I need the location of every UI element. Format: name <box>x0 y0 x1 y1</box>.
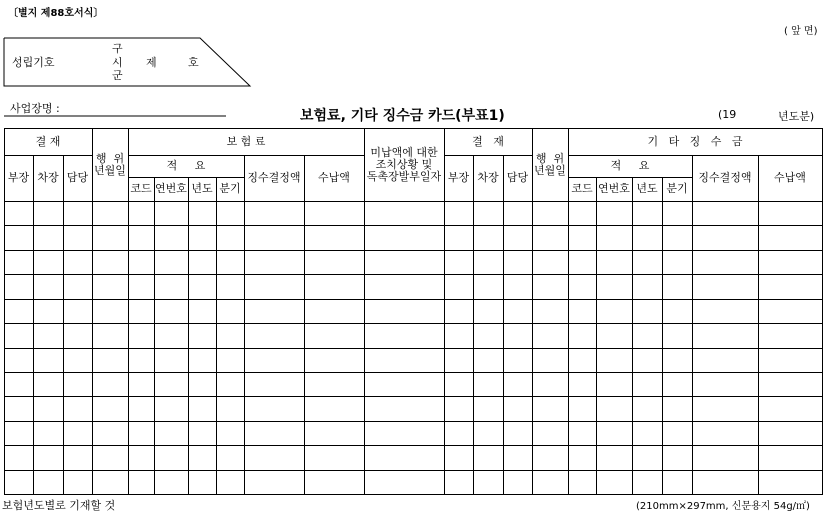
grid-hline <box>4 201 823 202</box>
grid-vline <box>822 128 823 495</box>
right-action-date: 행 위 년월일 <box>534 151 566 177</box>
grid-hline <box>4 494 823 495</box>
year-suffix: 년도분) <box>778 110 815 123</box>
grid-hline <box>4 396 823 397</box>
establishment-label: 성립기호 <box>12 56 55 69</box>
grid-vline <box>188 177 189 495</box>
right-approval-header: 결 재 <box>472 134 504 148</box>
grid-vline <box>503 155 504 495</box>
unpaid-measures-header: 미납액에 대한 조치상황 및 독촉장발부일자 <box>366 145 442 183</box>
grid-hline <box>4 372 823 373</box>
paper-spec: (210mm×297mm, 신문용지 54g/㎡) <box>636 501 810 512</box>
grid-vline <box>473 155 474 495</box>
footer-note: 보험년도별로 기재할 것 <box>2 499 116 512</box>
right-in-charge: 담당 <box>506 171 529 184</box>
right-deputy-head: 차장 <box>477 171 499 184</box>
grid-vline <box>33 155 34 495</box>
right-quarter: 분기 <box>666 182 688 195</box>
left-dept-head: 부장 <box>7 171 30 184</box>
left-summary-header: 적 요 <box>166 159 206 172</box>
district-ho: 호 <box>188 56 199 69</box>
left-deputy-head: 차장 <box>37 171 59 184</box>
right-collection-amount: 징수결정액 <box>698 171 752 184</box>
left-collection-amount: 징수결정액 <box>247 171 301 184</box>
left-action-date: 행 위 년월일 <box>94 151 126 177</box>
grid-hline <box>4 274 823 275</box>
grid-vline <box>632 177 633 495</box>
grid-hline <box>4 299 823 300</box>
grid-vline <box>154 177 155 495</box>
right-summary-header: 적 요 <box>610 159 650 172</box>
grid-vline <box>596 177 597 495</box>
district-gun: 군 <box>112 69 123 82</box>
right-paid-amount: 수납액 <box>774 171 806 184</box>
right-dept-head: 부장 <box>447 171 470 184</box>
district-si: 시 <box>112 56 123 69</box>
grid-hline <box>4 225 823 226</box>
district-je: 제 <box>146 56 157 69</box>
grid-vline <box>304 155 305 495</box>
grid-hline <box>4 421 823 422</box>
grid-vline <box>662 177 663 495</box>
grid-hline <box>4 445 823 446</box>
left-approval-header: 결 재 <box>35 134 61 148</box>
insurance-fee-header: 보 험 료 <box>226 134 266 148</box>
grid-vline <box>216 177 217 495</box>
other-collection-header: 기 타 징 수 금 <box>647 134 743 148</box>
grid-hline <box>4 348 823 349</box>
left-serial-no: 연번호 <box>155 182 187 195</box>
right-year: 년도 <box>636 182 658 195</box>
grid-vline <box>244 155 245 495</box>
left-quarter: 분기 <box>219 182 241 195</box>
right-serial-no: 연번호 <box>598 182 630 195</box>
form-number: 〔별지 제88호서식〕 <box>8 8 104 19</box>
grid-vline <box>758 155 759 495</box>
grid-vline <box>692 155 693 495</box>
right-code: 코드 <box>571 182 593 195</box>
left-year: 년도 <box>191 182 213 195</box>
grid-hline <box>4 250 823 251</box>
district-gu: 구 <box>112 42 123 55</box>
left-code: 코드 <box>130 182 152 195</box>
left-paid-amount: 수납액 <box>318 171 350 184</box>
form-title: 보험료, 기타 징수금 카드(부표1) <box>300 108 505 124</box>
grid-hline <box>4 470 823 471</box>
page-side-label: ( 앞 면) <box>784 26 818 37</box>
left-in-charge: 담당 <box>66 171 89 184</box>
year-prefix: (19 <box>718 108 737 121</box>
grid-hline <box>4 323 823 324</box>
business-name-label: 사업장명 : <box>10 102 60 115</box>
grid-vline <box>63 155 64 495</box>
